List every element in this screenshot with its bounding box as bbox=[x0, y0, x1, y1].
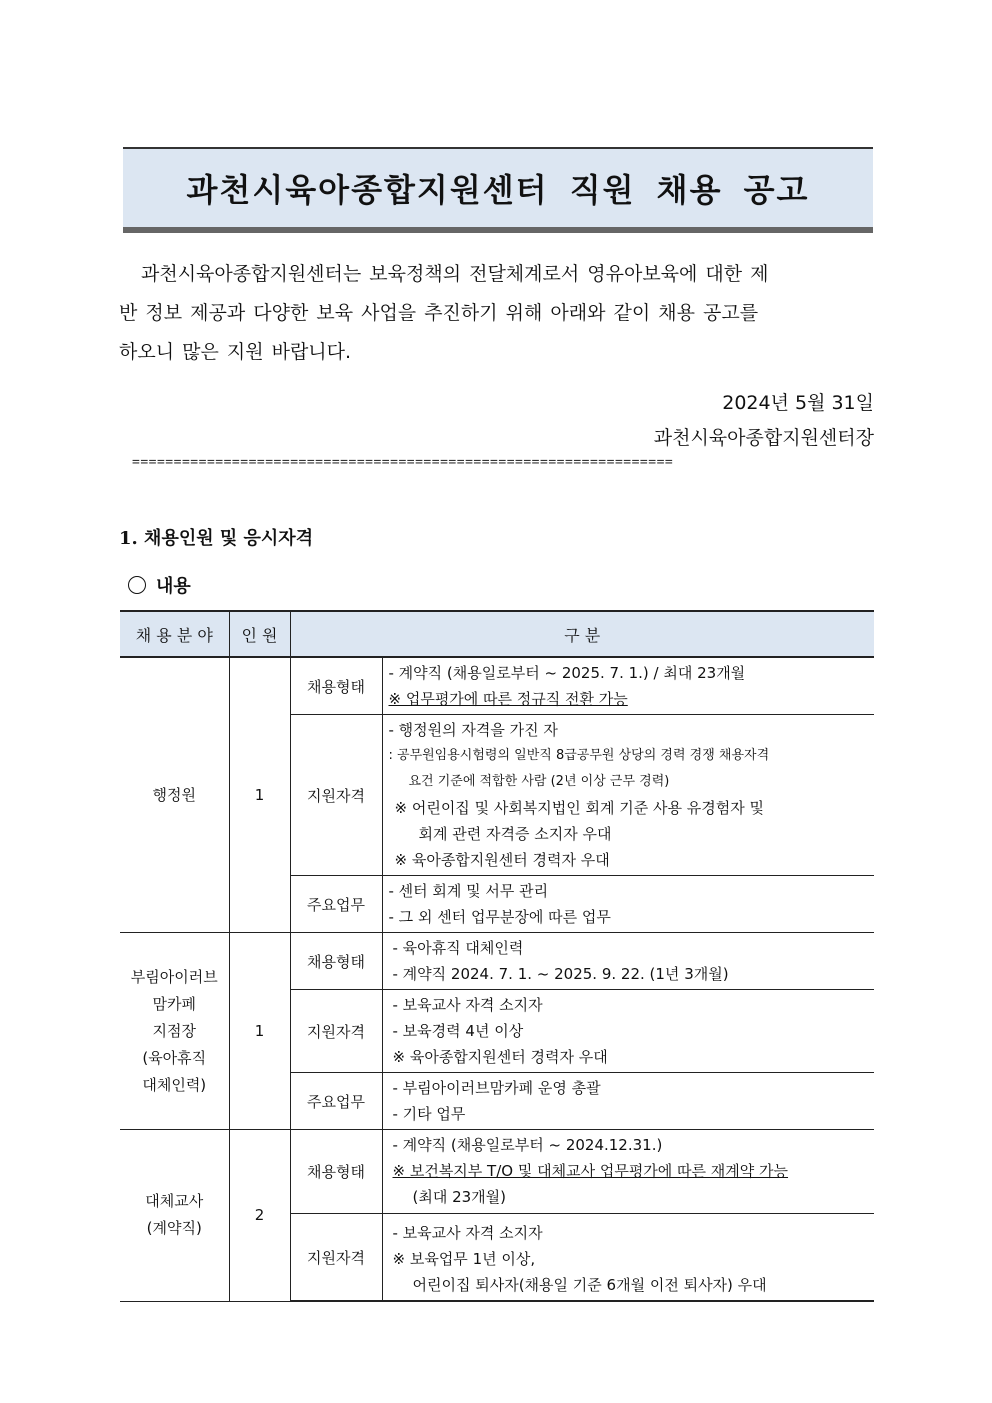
intro-line: 과천시육아종합지원센터는 보육정책의 전달체계로서 영유아보육에 대한 제 bbox=[141, 263, 769, 285]
job-field: 행정원 bbox=[120, 657, 229, 933]
header-category: 구 분 bbox=[290, 611, 874, 657]
separator-rule: ================================================================= bbox=[132, 455, 674, 470]
detail-cell: - 센터 회계 및 서무 관리 - 그 외 센터 업무분장에 따른 업무 bbox=[382, 876, 874, 933]
category-cell: 지원자격 bbox=[290, 1214, 382, 1302]
page-title: 과천시육아종합지원센터 직원 채용 공고 bbox=[186, 171, 810, 209]
header-count: 인 원 bbox=[229, 611, 290, 657]
job-count: 1 bbox=[229, 657, 290, 933]
table-row bbox=[120, 1130, 874, 1214]
detail-cell: - 보육교사 자격 소지자 - 보육경력 4년 이상 ※ 육아종합지원센터 경력자 우대 bbox=[382, 990, 874, 1073]
title-banner bbox=[123, 147, 873, 233]
sub-title: 내용 bbox=[128, 572, 191, 598]
intro-paragraph bbox=[119, 255, 875, 372]
detail-cell: - 계약직 (채용일로부터 ~ 2024.12.31.) ※ 보건복지부 T/O 및 대체교사 업무평가에 따른 재계약 가능 (최대 23개월) bbox=[382, 1130, 874, 1214]
detail-cell: - 행정원의 자격을 가진 자 : 공무원임용시험령의 일반직 8급공무원 상당의 경력 경쟁 채용자격 요건 기준에 적합한 사람 (2년 이상 근무 경력) ※ 어린이집 및 사회복지법인 회계 기준 사용 유경험자 및 회계 관련 자격증 소지자 우대 ※ 육아종합지원센터 경력자 우대 bbox=[382, 715, 874, 876]
table-row bbox=[120, 657, 874, 715]
job-field: 부림아이러브 맘카페 지점장 (육아휴직 대체인력) bbox=[120, 933, 229, 1130]
job-field: 대체교사 (계약직) bbox=[120, 1130, 229, 1302]
category-cell: 주요업무 bbox=[290, 1073, 382, 1130]
detail-cell: - 보육교사 자격 소지자 ※ 보육업무 1년 이상, 어린이집 퇴사자(채용일 기준 6개월 이전 퇴사자) 우대 bbox=[382, 1214, 874, 1302]
detail-cell: - 부림아이러브맘카페 운영 총괄 - 기타 업무 bbox=[382, 1073, 874, 1130]
signer: 과천시육아종합지원센터장 bbox=[653, 427, 874, 449]
category-cell: 채용형태 bbox=[290, 933, 382, 990]
table-row bbox=[120, 933, 874, 990]
table-header-row bbox=[120, 611, 874, 657]
circle-bullet-icon bbox=[128, 576, 146, 594]
recruitment-table bbox=[120, 610, 874, 1302]
category-cell: 채용형태 bbox=[290, 1130, 382, 1214]
header-field: 채 용 분 야 bbox=[120, 611, 229, 657]
category-cell: 지원자격 bbox=[290, 715, 382, 876]
intro-line: 하오니 많은 지원 바랍니다. bbox=[119, 341, 352, 363]
job-count: 1 bbox=[229, 933, 290, 1130]
category-cell: 지원자격 bbox=[290, 990, 382, 1073]
detail-cell: - 육아휴직 대체인력 - 계약직 2024. 7. 1. ~ 2025. 9. 22. (1년 3개월) bbox=[382, 933, 874, 990]
job-count: 2 bbox=[229, 1130, 290, 1302]
intro-line: 반 정보 제공과 다양한 보육 사업을 추진하기 위해 아래와 같이 채용 공고를 bbox=[119, 302, 759, 324]
section-title: 1. 채용인원 및 응시자격 bbox=[119, 528, 314, 549]
announcement-date: 2024년 5월 31일 bbox=[722, 392, 874, 414]
category-cell: 채용형태 bbox=[290, 657, 382, 715]
category-cell: 주요업무 bbox=[290, 876, 382, 933]
detail-cell: - 계약직 (채용일로부터 ~ 2025. 7. 1.) / 최대 23개월 ※ 업무평가에 따른 정규직 전환 가능 bbox=[382, 657, 874, 715]
